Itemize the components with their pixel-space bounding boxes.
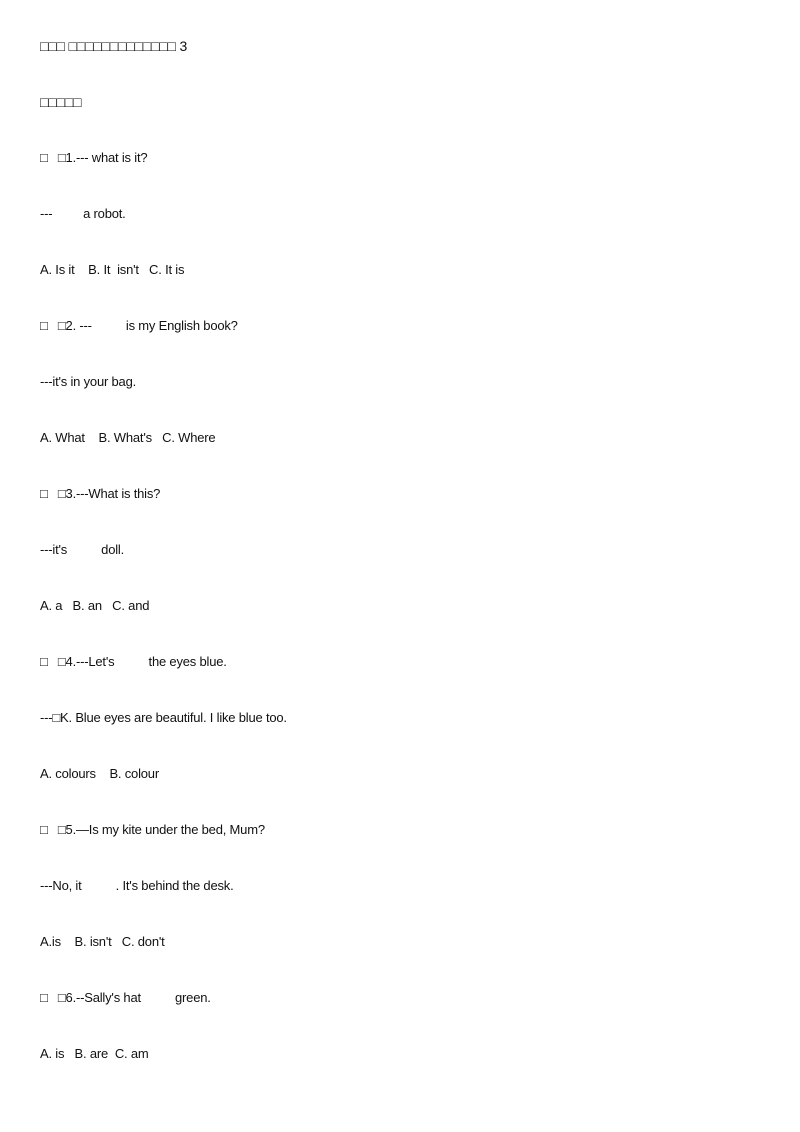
- question-6: □ □6.--Sally's hat green.: [40, 990, 211, 1005]
- options-5: A.is B. isn't C. don't: [40, 934, 165, 949]
- section-heading: □□□□□: [40, 94, 82, 110]
- answer-1: --- a robot.: [40, 206, 126, 221]
- answer-3: ---it's doll.: [40, 542, 125, 557]
- answer-2: ---it's in your bag.: [40, 374, 137, 389]
- answer-4: ---□K. Blue eyes are beautiful. I like blue too.: [40, 710, 287, 725]
- question-1: □ □1.--- what is it?: [40, 150, 148, 165]
- question-4: □ □4.---Let's the eyes blue.: [40, 654, 227, 669]
- answer-5: ---No, it . It's behind the desk.: [40, 878, 234, 893]
- question-2: □ □2. --- is my English book?: [40, 318, 238, 333]
- question-3: □ □3.---What is this?: [40, 486, 161, 501]
- question-5: □ □5.—Is my kite under the bed, Mum?: [40, 822, 265, 837]
- options-3: A. a B. an C. and: [40, 598, 150, 613]
- document-page: [40, 36, 760, 1100]
- options-4: A. colours B. colour: [40, 766, 159, 781]
- options-2: A. What B. What's C. Where: [40, 430, 216, 445]
- options-6: A. is B. are C. am: [40, 1046, 149, 1061]
- options-1: A. Is it B. It isn't C. It is: [40, 262, 185, 277]
- document-title: □□□ □□□□□□□□□□□□□ 3: [40, 38, 188, 54]
